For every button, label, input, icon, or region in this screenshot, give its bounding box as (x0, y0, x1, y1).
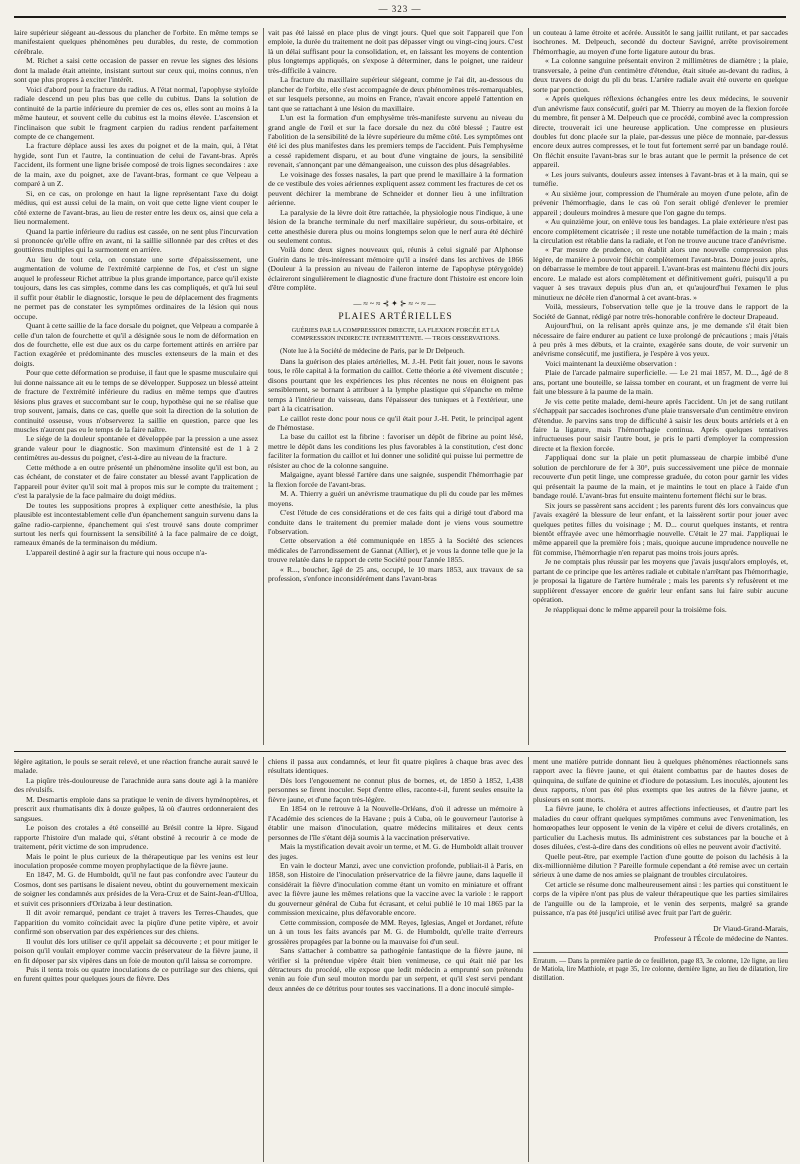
paragraph: Voilà donc deux signes nouveaux qui, réunis à celui signalé par Alphonse Guérin dans le très-intéressant mémoire qu'il a inséré dans les archives de 1866 (Douleur à la pression au niveau de l'aileron interne de l'apophyse ptérygoïde) éclaireront singulièrement le diagnostic d'une fracture dont l'histoire est encore loin d'être complète. (268, 245, 523, 293)
paragraph: En vain le docteur Manzi, avec une conviction profonde, publiait-il à Paris, en 1858, son Histoire de l'inoculation préservatrice de la fièvre jaune, dans laquelle il considérait la fièvre d'inoculation comme étant un vomito en miniature et offrant avec la fièvre jaune les mêmes relations que la vaccine avec la variole : le rapport du gouverneur général de Cuba fut écrasant, et celui publié le 10 mai 1865 par la commission mexicaine, plus défavorable encore. (268, 860, 523, 918)
top-column-3 (533, 28, 788, 745)
section-ornament: —≈~≈⊰✦⊱≈~≈— (353, 298, 438, 308)
paragraph: La fracture déplace aussi les axes du poignet et de la main, qui, à l'état hygide, sont l'un et l'autre, la continuation de celui de l'avant-bras. Après l'accident, ils forment une ligne brisée composé de trois lignes secondaires : axe de la main, axe du poignet, axe de l'avant-bras, formant ce que Velpeau a comparé à un Z. (14, 141, 258, 189)
paragraph: En 1847, M. G. de Humboldt, qu'il ne faut pas confondre avec l'auteur du Cosmos, dont ses partisans le disaient neveu, obtint du gouvernement mexicain de soigner les condamnés aux présides de la Vera-Cruz et de Saint-Jean-d'Ulloa, et suivit ces prisonniers d'Orizaba à leur destination. (14, 870, 258, 908)
paragraph: L'appareil destiné à agir sur la fracture qui nous occupe n'a- (26, 547, 208, 557)
paragraph: M. Desmartis emploie dans sa pratique le venin de divers hyménoptères, et prescrit aux rhumatisants dix à douze guêpes, là où d'autres ordonneraient des sangsues. (14, 794, 258, 823)
header-rule (14, 16, 786, 18)
paragraph: J'appliquai donc sur la plaie un petit plumasseau de charpie imbibé d'une solution de perchlorure de fer à 30°, puis successivement une pièce de monnaie recouverte d'un petit linge, une compresse graduée, du coton pour garnir les vides qui présentait la paume de la main, et je maintins le tout en place à l'aide d'un bandage roulé. L'avant-bras fut ensuite maintenu fortement fléchi sur le bras. (533, 453, 788, 501)
paragraph: La base du caillot est la fibrine : favoriser un dépôt de fibrine au point lésé, mettre le dépôt dans les conditions les plus favorables à la constitution, c'est donc faciliter la formation du caillot et lui donner une solidité qui puisse lui permettre de résister au choc de la colonne sanguine. (268, 432, 523, 470)
paragraph: Dans la guérison des plaies artérielles, M. J.-H. Petit fait jouer, nous le savons tous, le rôle capital à la formation du caillot. Cette théorie a été vivement discutée ; disons pourtant que les expériences les plus récentes ne nous en éloignent pas sensiblement, se bornant à attribuer à la lymphe plastique qui s'épanche en même temps à l'intérieur du vaisseau, dans l'épaisseur des tuniques et à l'extérieur, une part à la cicatrisation. (268, 356, 523, 414)
column-divider (528, 28, 529, 745)
paragraph: Cette méthode a en outre présenté un phénomène insolite qu'il est bon, au cas échéant, de constater et de faire constater au blessé avant l'application de l'appareil pour éviter qu'il soit mal à propos mis sur le compte du traitement ; c'est la paralysie de la face palmaire du doigt médius. (14, 462, 258, 501)
bottom-column-3 (533, 757, 788, 1162)
paragraph: Malgaigne, ayant blessé l'artère dans une saignée, suspendit l'hémorrhagie par la flexion forcée de l'avant-bras. (268, 470, 523, 489)
paragraph: L'un est la formation d'un emphysème très-manifeste survenu au niveau du grand angle de l'œil et sur la face dorsale du nez du côté blessé ; l'autre est l'abolition de la sensibilité de la lèvre supérieure du même côté. Les symptômes ont été ici des plus manifestes dans les premiers temps de l'accident. Puis l'emphysème a cessé rapidement disparu, et au bout d'une vingtaine de jours, la sensibilité revenait, s'annonçant par une démangeaison, une cuisson des plus désagréables. (268, 113, 523, 170)
paragraph: Le poison des crotales a été conseillé au Brésil contre la lèpre. Sigaud rapporte l'histoire d'un malade qui, s'étant obstiné à recourir à ce mode de traitement, périt victime de son imprudence. (14, 823, 258, 852)
top-column-2-article (268, 357, 523, 584)
paragraph: « R..., boucher, âgé de 25 ans, occupé, le 10 mars 1853, aux travaux de sa profession, s'enfonce inconsidérément dans l'avant-bras (268, 564, 523, 584)
paragraph: laire supérieur siégeant au-dessous du plancher de l'orbite. En même temps se manifestaient quelques phénomènes peu durables, du reste, de commotion cérébrale. (14, 28, 258, 56)
paragraph: C'est l'étude de ces considérations et de ces faits qui a dirigé tout d'abord ma conduite dans le traitement du premier malade dont je viens vous soumettre l'observation. (268, 508, 523, 537)
top-column-2 (268, 28, 523, 745)
page-number: — 323 — (378, 4, 422, 14)
paragraph: chiens il passa aux condamnés, et leur fit quatre piqûres à chaque bras avec des résultats identiques. (268, 757, 523, 776)
top-column-1 (14, 28, 258, 745)
paragraph: Si, en ce cas, on prolonge en haut la ligne représentant l'axe du doigt médius, qui est aussi celui de la main, on voit que cette ligne vient couper le côté externe de l'avant-bras, au lieu de rester entre les deux os, ainsi que cela a lieu normalement. (14, 188, 258, 227)
paragraph: Il voulut dès lors utiliser ce qu'il appelait sa découverte ; et pour mitiger le poison qu'il voulait employer comme vaccin préservateur de la fièvre jaune, il en fit déposer par six vipères dans un foie de mouton qu'il laissa se corrompre. (14, 936, 258, 965)
top-column-2-text (268, 28, 523, 293)
paragraph: Le voisinage des fosses nasales, la part que prend le maxillaire à la formation de ce vestibule des voies aériennes expliquent assez comment les fractures de cet os peuvent déchirer la membrane de Schneider et donner lieu à une infiltration aérienne. (268, 169, 523, 208)
paragraph: ment une matière putride donnant lieu à quelques phénomènes réactionnels sans rapport avec la fièvre jaune, et qui étaient combattus par de hautes doses de quinquina, de sulfate de quinine et d'iodure de potassium. Les inoculés, ajoutent les deux rapports, n'ont pas été plus exempts que les autres de la fièvre jaune, et plusieurs en sont morts. (533, 757, 788, 804)
paragraph: « Après quelques réflexions échangées entre les deux médecins, le souvenir d'un anévrisme faux consécutif, guéri par M. Thierry au moyen de la flexion forcée du membre, fit penser à M. Delpeuch que ce procédé, combiné avec la compression directe, trouverait ici une heureuse application. Une compresse en plusieurs doubles fut donc placée sur la plaie, par-dessus une pièce de monnaie, par-dessus encore deux autres compresses, et le tout fut fortement serré par un bandage roulé. On fléchit ensuite l'avant-bras sur le bras autant que le permit la présence de cet appareil. (533, 94, 788, 170)
paragraph: La fièvre jaune, le choléra et autres affections infectieuses, et d'autre part les maladies du cœur offrant quelques symptômes communs avec l'envenimation, les homœopathes leur opposent le venin de la vipère et celui de divers crotalinés, en particulier du Lachesis mutus. Ils administrent ces substances par la bouche et à doses diluées, c'est-à-dire dans des conditions où elles ne peuvent avoir d'activité. (533, 804, 788, 852)
section-subtitle: GUÉRIES PAR LA COMPRESSION DIRECTE, LA FLEXION FORCÉE ET LA COMPRESSION INDIRECTE INTERMITTENTE. — TROIS OBSERVATIONS. (291, 326, 500, 342)
signature-name: Dr Viaud-Grand-Marais, (713, 923, 788, 933)
bottom-column-3-text (533, 757, 788, 918)
paragraph: Quant à cette saillie de la face dorsale du poignet, que Velpeau a comparée à celle d'un talon de fourchette et qu'il a désignée sous le nom de déformation en dos de fourchette, elle est due aux os du carpe fortement attirés en arrière par l'action exagérée et prédominante des muscles extenseurs de la main et des doigts. (14, 321, 258, 368)
erratum-note: Erratum. — Dans la première partie de ce feuilleton, page 83, 3e colonne, 12e ligne, au lieu de Matiola, lire Matthiole, et page 35, 1re colonne, dernière ligne, au lieu de dilatation, lire distillation. (533, 952, 788, 984)
paragraph: Six jours se passèrent sans accident ; les parents furent dès lors convaincus que j'avais exagéré la blessure de leur enfant, et la laissèrent sortir pour jouer avec quelques petites filles du voisinage ; M. D... courut quelques instants, et rentra bientôt effrayée avec une hémorrhagie nouvelle. C'était le 27 mai. J'appliquai le même appareil que la première fois ; mais, quoique aucune imprudence nouvelle ne fût commise, l'hémorrhagie n'en reparut pas moins trois jours après. (533, 500, 788, 557)
paragraph: « La colonne sanguine présentait environ 2 millimètres de diamètre ; la plaie, transversale, à peine d'un centimètre d'étendue, était située au-devant du radius, à deux travers de doigt du pli du bras. L'artère radiale avait été ouverte en quelque sorte par ponction. (533, 56, 788, 94)
paragraph: légère agitation, le pouls se serait relevé, et une réaction franche aurait sauvé le malade. (14, 757, 258, 776)
paragraph: Sans s'attacher à combattre sa pathogénie fantastique de la fièvre jaune, ni vérifier si la prétendue vipère était bien venimeuse, ce qui était nié par les détracteurs du procédé, elle expose que ledit médecin a emprunté son prétendu venin au foie d'un seul mouton mordu par un serpent, et qu'il s'est servi pendant deux années de ce détritus pour toutes ses vaccinations. Il a donc inoculé simple- (268, 946, 523, 993)
paragraph: En 1854 on le retrouve à la Nouvelle-Orléans, d'où il adresse un mémoire à l'Académie des sciences de la Havane ; puis à Cuba, où le gouverneur l'autorise à établir une maison d'inoculation, quatre médecins militaires et deux cents personnes de l'île s'étant déjà soumis à la vaccination préservative. (268, 804, 523, 842)
paragraph: Je ne comptais plus réussir par les moyens que j'avais jusqu'alors employés, et, partant de ce principe que les artères radiale et cubitale n'arrêtant pas l'hémorrhagie, je proposai la ligature de l'artère humérale ; mais les parents s'y refusèrent et me supplièrent d'essayer encore de guérir leur enfant sans lui faire subir aucune opération. (533, 557, 788, 605)
paragraph: Le caillot reste donc pour nous ce qu'il était pour J.-H. Petit, le principal agent de l'hémostase. (268, 413, 523, 433)
paragraph: Cette commission, composée de MM. Reyes, Iglesias, Angel et Jordanet, réfute un à un tous les faits avancés par M. G. de Humboldt, qu'elle traite d'erreurs grossières propagées par la bonne ou la mauvaise foi d'un seul. (268, 917, 523, 946)
column-divider (263, 757, 264, 1162)
paragraph: Plaie de l'arcade palmaire superficielle. — Le 21 mai 1857, M. D..., âgé de 8 ans, portant une bouteille, se laissa tomber en courant, et un fragment de verre lui fait une blessure à la paume de la main. (533, 368, 788, 397)
paragraph: La paralysie de la lèvre doit être rattachée, la physiologie nous l'indique, à une lésion de la branche terminale du nerf maxillaire supérieur, du sous-orbitaire, et cette anesthésie durera plus ou moins longtemps selon que le nerf aura été déchiré ou seulement contus. (268, 207, 523, 245)
paragraph: Je réappliquai donc le même appareil pour la troisième fois. (545, 604, 727, 614)
paragraph: un couteau à lame étroite et acérée. Aussitôt le sang jaillit rutilant, et par saccades isochrones. M. Delpeuch, secondé du docteur Savigné, arrête provisoirement l'hémorrhagie, au moyen d'une forte ligature autour du bras. (533, 28, 788, 56)
paragraph: Au lieu de tout cela, on constate une sorte d'épaississement, une augmentation de volume de l'extrémité carpienne de l'os, et c'est un signe auquel le professeur Richet attribue la plus grande importance, parce qu'il existe toujours, dans les cas simples, comme dans les cas compliqués, et qu'à lui seul il suffit pour établir le diagnostic, lorsque le peu de déplacement des fragments ne permet pas de constater les symptômes ordinaires de la lésion qui nous occupe. (14, 254, 258, 321)
paragraph: Quand la partie inférieure du radius est cassée, on ne sent plus l'incurvation si prononcée qu'elle offre en avant, ni la saillie sillonnée par des crêtes et des gouttières multiples qui la surmontent en arrière. (14, 226, 258, 255)
column-divider (528, 757, 529, 1162)
paragraph: M. Richet a saisi cette occasion de passer en revue les signes des lésions dont la malade était atteinte, insistant surtout sur ceux qui, moins connus, n'en sont que plus propres à exciter l'intérêt. (14, 56, 258, 85)
section-title: PLAIES ARTÉRIELLES (338, 312, 453, 323)
paragraph: Voici d'abord pour la fracture du radius. A l'état normal, l'apophyse styloïde radiale descend un peu plus bas que celle du cubitus. Dans la solution de continuité de la partie inférieure du premier de ces os, elles sont au moins à la même hauteur, et souvent celle du cubitus est la moins élevée. L'ascension et l'inclinaison que subit le fragment carpien du radius rendent parfaitement compte de ce changement. (14, 84, 258, 141)
feuilleton-rule (14, 751, 786, 752)
paragraph: De toutes les suppositions propres à expliquer cette anesthésie, la plus plausible est incontestablement celle d'un épanchement sanguin survenu dans la gaîne radio-carpienne, épanchement qui s'est trouvé sans doute comprimer surtout les nerfs qui fournissent la sensibilité à la face palmaire de ce doigt, rameaux émanés de la terminaison du médium. (14, 500, 258, 548)
paragraph: « Les jours suivants, douleurs assez intenses à l'avant-bras et à la main, qui se tuméfie. (533, 169, 788, 189)
paragraph: Mais la mystification devait avoir un terme, et M. G. de Humboldt allait trouver des juges. (268, 842, 523, 861)
column-divider (263, 28, 264, 745)
bottom-column-2 (268, 757, 523, 1162)
paragraph: Cette observation a été communiquée en 1855 à la Société des sciences médicales de l'arrondissement de Gannat (Allier), et je vous la donne telle que je la trouve relatée dans le rapport de cette Société pour l'année 1855. (268, 536, 523, 565)
paragraph: Voilà, messieurs, l'observation telle que je la trouve dans le rapport de la Société de Gannat, rédigé par notre très-honorable confrère le docteur Drapeaud. (533, 302, 788, 321)
bottom-column-1 (14, 757, 258, 1162)
paragraph: M. A. Thierry a guéri un anévrisme traumatique du pli du coude par les mêmes moyens. (268, 489, 523, 508)
paragraph: Il dit avoir remarqué, pendant ce trajet à travers les Terres-Chaudes, que l'apparition du vomito coïncidait avec la piqûre d'une petite vipère, et avoir confirmé son observation par des expériences sur des chiens. (14, 908, 258, 937)
paragraph: Puis il tenta trois ou quatre inoculations de ce putrilage sur des chiens, qui en furent quittes pour quelques jours de fièvre. Des (14, 964, 258, 984)
paragraph: « Par mesure de prudence, on établit alors une nouvelle compression plus légère, de manière à pouvoir fléchir complètement l'avant-bras. Douze jours après, on débarrasse le membre de tout appareil. L'avant-bras est maintenu fléchi dix jours encore. Le malade est alors complètement et définitivement guéri, puisqu'il a pu vaquer à ses travaux depuis plus d'un an, et qu'aujourd'hui l'examen le plus minutieux ne décèle rien d'anormal à cet avant-bras. » (533, 245, 788, 302)
paragraph: La piqûre très-douloureuse de l'arachnide aura sans doute agi à la manière des révulsifs. (14, 775, 258, 795)
signature (533, 924, 788, 944)
paragraph: Je vis cette petite malade, demi-heure après l'accident. Un jet de sang rutilant s'échappait par saccades isochrones d'une plaie transversale d'un centimètre environ d'étendue. Je parvins sans trop de difficulté à saisir les deux bouts artériels et à en faire la ligature, mais l'hémorrhagie continua. Après quelques tentatives infructueuses pour saisir l'autre bout, je pris le parti d'employer la compression directe et la flexion forcée. (533, 396, 788, 453)
paragraph: Cet article se résume donc malheureusement ainsi : les parties qui constituent le corps de la vipère n'ont pas plus de valeur thérapeutique que les parties similaires de l'anguille ou de la lamproie, et le venin des serpents, malgré sa grande puissance, n'a pas été jusqu'ici utilisé avec fruit par l'art de guérir. (533, 879, 788, 918)
paragraph: La fracture du maxillaire supérieur siégeant, comme je l'ai dit, au-dessous du plancher de l'orbite, elle s'est accompagnée de deux phénomènes très-remarquables, et sur lesquels personne, au moins en France, n'avait encore appelé l'attention en tant que se rattachant à une lésion du maxillaire. (268, 75, 523, 113)
paragraph: Aujourd'hui, on la relisant après quinze ans, je me demande s'il était bien nécessaire de faire endurer au patient ce luxe prolongé de précautions ; mais j'étais à peu près à mes débuts, et la crainte, exagérée sans doute, de voir survenir un anévrisme consécutif, me justifiera, je l'espère à vos yeux. (533, 321, 788, 359)
section-intro: (Note lue à la Société de médecine de Paris, par le Dr Delpeuch. (280, 347, 465, 356)
paragraph: « Au sixième jour, compression de l'humérale au moyen d'une pelote, afin de prévenir l'hémorrhagie, dans le cas où l'on serait obligé d'enlever le premier appareil ; douleurs moindres à mesure que l'on gagne du temps. (533, 188, 788, 217)
paragraph: Le siége de la douleur spontanée et développée par la pression a une assez grande valeur pour le diagnostic. Son maximum d'intensité est de 1 à 2 centimètres au-dessus du poignet, c'est-à-dire au niveau de la fracture. (14, 434, 258, 463)
paragraph: Pour que cette déformation se produise, il faut que le spasme musculaire qui lui donne naissance ait eu le temps de se développer. Supposez un blessé atteint de fracture de l'extrémité inférieure du radius en même temps que d'autres lésions plus graves et succombant sur le coup, hypothèse qui ne se réalise que trop souvent, jamais, dans ce cas, quelle que soit la direction de la solution de continuité osseuse, vous n'observerez la saillie en question, parce que les muscles n'auront pas eu le temps de la faire naître. (14, 368, 258, 435)
paragraph: Voici maintenant la deuxième observation : (545, 358, 677, 368)
paragraph: vait pas été laissé en place plus de vingt jours. Quel que soit l'appareil que l'on emploie, la durée du traitement ne doit pas dépasser vingt ou vingt-cinq jours. C'est là un délai suffisant pour la consolidation, et, en laissant les moyens de contention plus longtemps appliqués, on s'expose à déterminer, dans le poignet, une raideur très-difficile à vaincre. (268, 28, 523, 75)
paragraph: « Au quinzième jour, on enlève tous les bandages. La plaie extérieure n'est pas encore complètement cicatrisée ; il reste une notable tuméfaction de la main ; mais la circulation est rétablie dans la radiale, et l'on ne trouve aucune trace d'anévrisme. (533, 217, 788, 245)
paragraph: Mais le point le plus curieux de la thérapeutique par les venins est leur inoculation proposée comme moyen prophylactique de la fièvre jaune. (14, 851, 258, 870)
signature-title: Professeur à l'École de médecine de Nantes. (654, 933, 788, 943)
paragraph: Quelle peut-être, par exemple l'action d'une goutte de poison du lachésis à la dix-millionnième dilution ? Pareille formule cependant a été remise avec un certain sérieux à une dame de nos amies se plaignant de troubles circulatoires. (533, 851, 788, 880)
paragraph: Dès lors l'engouement ne connut plus de bornes, et, de 1850 à 1852, 1,438 personnes se firent inoculer. Sept d'entre elles, raconte-t-il, furent seules ensuite la fièvre jaune, et d'une façon très-légère. (268, 775, 523, 804)
